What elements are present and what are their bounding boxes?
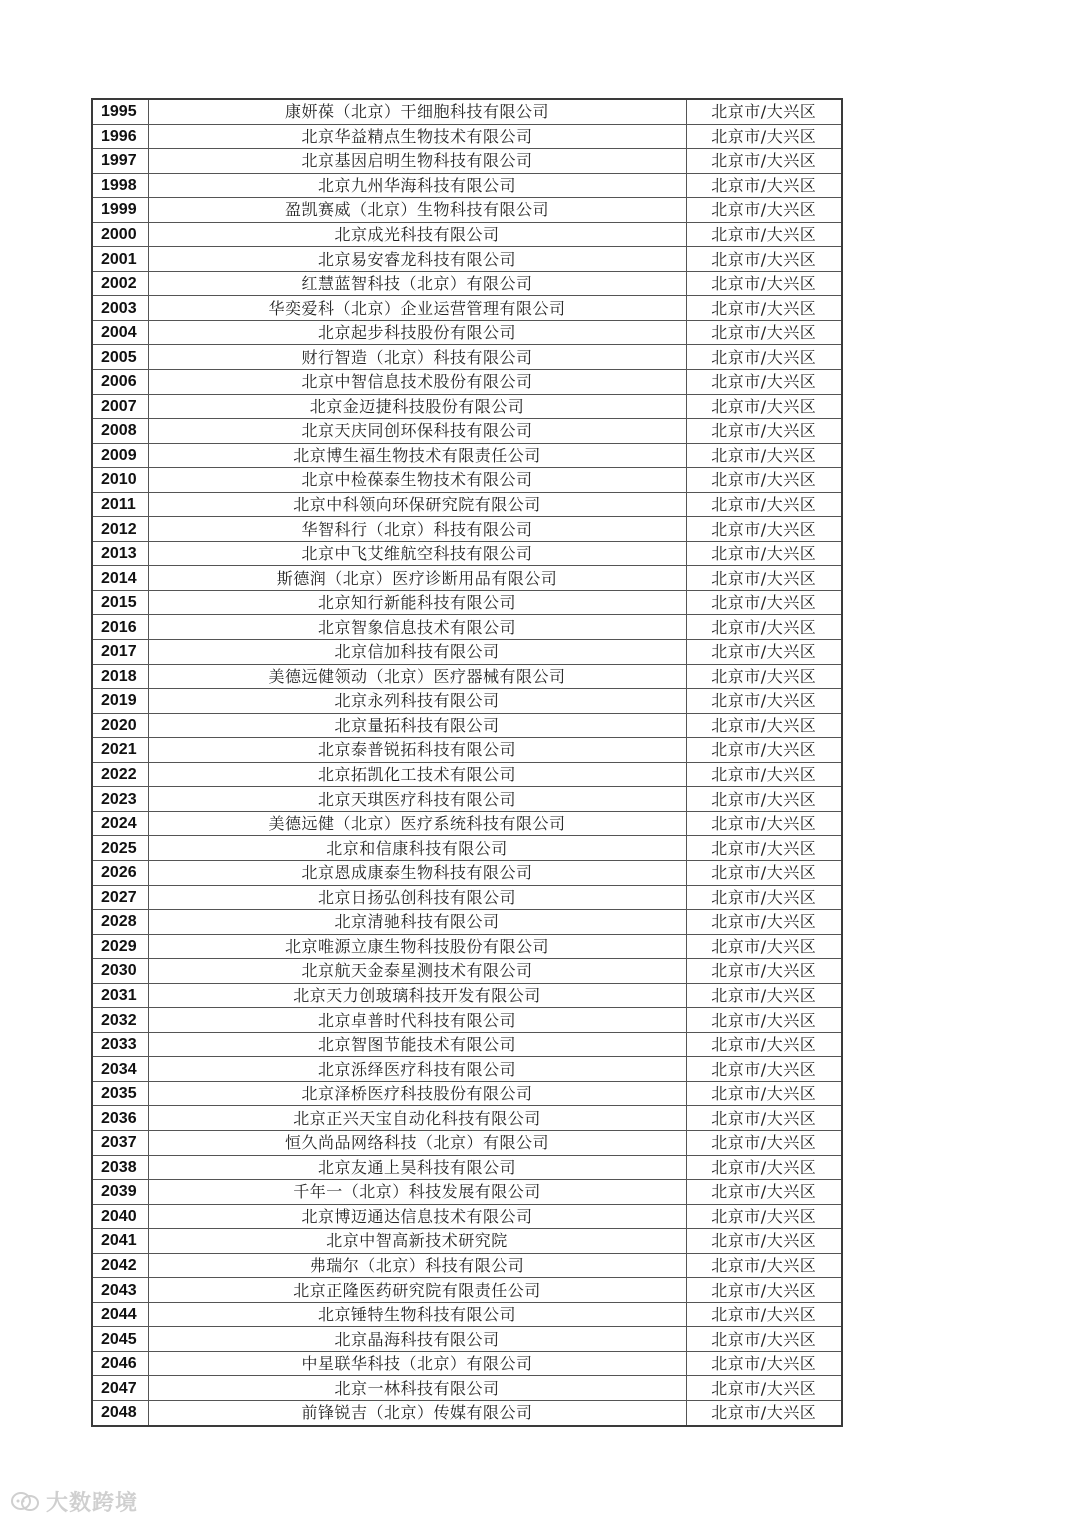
company-list-table [91, 98, 843, 1427]
row-number: 2016 [92, 615, 148, 640]
company-name: 北京中智信息技术股份有限公司 [148, 370, 686, 395]
company-name: 北京永列科技有限公司 [148, 689, 686, 714]
row-number: 2031 [92, 983, 148, 1008]
company-location: 北京市/大兴区 [686, 149, 842, 174]
table-row [92, 787, 842, 812]
table-row [92, 124, 842, 149]
row-number: 2018 [92, 664, 148, 689]
company-location: 北京市/大兴区 [686, 247, 842, 272]
company-location: 北京市/大兴区 [686, 1327, 842, 1352]
company-name: 北京博生福生物技术有限责任公司 [148, 443, 686, 468]
table-row [92, 149, 842, 174]
company-location: 北京市/大兴区 [686, 713, 842, 738]
table-row [92, 590, 842, 615]
row-number: 2047 [92, 1376, 148, 1401]
company-location: 北京市/大兴区 [686, 492, 842, 517]
company-name: 北京信加科技有限公司 [148, 640, 686, 665]
company-name: 前锋锐吉（北京）传媒有限公司 [148, 1400, 686, 1425]
company-location: 北京市/大兴区 [686, 124, 842, 149]
table-row [92, 1057, 842, 1082]
company-name: 北京友通上昊科技有限公司 [148, 1155, 686, 1180]
table-row [92, 640, 842, 665]
company-location: 北京市/大兴区 [686, 541, 842, 566]
table-row [92, 1204, 842, 1229]
company-location: 北京市/大兴区 [686, 566, 842, 591]
row-number: 2017 [92, 640, 148, 665]
row-number: 2014 [92, 566, 148, 591]
company-name: 弗瑞尔（北京）科技有限公司 [148, 1253, 686, 1278]
company-location: 北京市/大兴区 [686, 1278, 842, 1303]
table-row [92, 394, 842, 419]
table-row [92, 443, 842, 468]
watermark-text: 大数跨境 [46, 1491, 139, 1516]
row-number: 2038 [92, 1155, 148, 1180]
watermark [10, 1486, 138, 1517]
table-row [92, 1008, 842, 1033]
row-number: 2043 [92, 1278, 148, 1303]
company-location: 北京市/大兴区 [686, 271, 842, 296]
row-number: 2012 [92, 517, 148, 542]
company-name: 北京恩成康泰生物科技有限公司 [148, 860, 686, 885]
row-number: 2004 [92, 320, 148, 345]
row-number: 2039 [92, 1180, 148, 1205]
table-row [92, 615, 842, 640]
row-number: 2005 [92, 345, 148, 370]
row-number: 2006 [92, 370, 148, 395]
table-row [92, 664, 842, 689]
table-row [92, 762, 842, 787]
company-name: 北京航天金泰星测技术有限公司 [148, 959, 686, 984]
company-location: 北京市/大兴区 [686, 959, 842, 984]
company-location: 北京市/大兴区 [686, 885, 842, 910]
table-row [92, 910, 842, 935]
row-number: 2032 [92, 1008, 148, 1033]
company-location: 北京市/大兴区 [686, 1155, 842, 1180]
company-name: 中星联华科技（北京）有限公司 [148, 1351, 686, 1376]
company-name: 美德远健（北京）医疗系统科技有限公司 [148, 811, 686, 836]
company-location: 北京市/大兴区 [686, 1106, 842, 1131]
table-row [92, 1400, 842, 1425]
table-row [92, 370, 842, 395]
company-name: 北京九州华海科技有限公司 [148, 173, 686, 198]
table-row [92, 836, 842, 861]
table-row [92, 1229, 842, 1254]
company-name: 北京锤特生物科技有限公司 [148, 1302, 686, 1327]
row-number: 1997 [92, 149, 148, 174]
company-name: 北京华益精点生物技术有限公司 [148, 124, 686, 149]
row-number: 2020 [92, 713, 148, 738]
row-number: 1995 [92, 99, 148, 124]
company-name: 北京易安睿龙科技有限公司 [148, 247, 686, 272]
company-name: 华奕爱科（北京）企业运营管理有限公司 [148, 296, 686, 321]
row-number: 2022 [92, 762, 148, 787]
table-row [92, 934, 842, 959]
company-name: 北京成光科技有限公司 [148, 222, 686, 247]
table-row [92, 345, 842, 370]
row-number: 2013 [92, 541, 148, 566]
company-location: 北京市/大兴区 [686, 1008, 842, 1033]
row-number: 2041 [92, 1229, 148, 1254]
company-name: 北京卓普时代科技有限公司 [148, 1008, 686, 1033]
company-name: 北京泺绎医疗科技有限公司 [148, 1057, 686, 1082]
row-number: 2035 [92, 1081, 148, 1106]
table-row [92, 885, 842, 910]
row-number: 2040 [92, 1204, 148, 1229]
company-location: 北京市/大兴区 [686, 198, 842, 223]
row-number: 2042 [92, 1253, 148, 1278]
row-number: 2037 [92, 1130, 148, 1155]
chat-bubble-logo-icon [10, 1491, 40, 1513]
company-location: 北京市/大兴区 [686, 468, 842, 493]
company-name: 财行智造（北京）科技有限公司 [148, 345, 686, 370]
row-number: 2008 [92, 419, 148, 444]
company-name: 北京和信康科技有限公司 [148, 836, 686, 861]
table-row [92, 1327, 842, 1352]
row-number: 2028 [92, 910, 148, 935]
table-row [92, 983, 842, 1008]
table-row [92, 99, 842, 124]
company-name: 北京日扬弘创科技有限公司 [148, 885, 686, 910]
company-location: 北京市/大兴区 [686, 664, 842, 689]
company-location: 北京市/大兴区 [686, 983, 842, 1008]
company-location: 北京市/大兴区 [686, 1302, 842, 1327]
company-name: 北京泽桥医疗科技股份有限公司 [148, 1081, 686, 1106]
company-name: 北京中科领向环保研究院有限公司 [148, 492, 686, 517]
table-row [92, 713, 842, 738]
company-name: 北京中智高新技术研究院 [148, 1229, 686, 1254]
company-location: 北京市/大兴区 [686, 419, 842, 444]
company-name: 红慧蓝智科技（北京）有限公司 [148, 271, 686, 296]
row-number: 2000 [92, 222, 148, 247]
table-row [92, 541, 842, 566]
table-row [92, 492, 842, 517]
company-name: 北京智图节能技术有限公司 [148, 1032, 686, 1057]
table-row [92, 517, 842, 542]
company-name: 北京一林科技有限公司 [148, 1376, 686, 1401]
table-row [92, 689, 842, 714]
company-name: 美德远健领动（北京）医疗器械有限公司 [148, 664, 686, 689]
row-number: 2026 [92, 860, 148, 885]
company-location: 北京市/大兴区 [686, 860, 842, 885]
company-name: 康妍葆（北京）干细胞科技有限公司 [148, 99, 686, 124]
company-name: 北京起步科技股份有限公司 [148, 320, 686, 345]
table-row [92, 222, 842, 247]
company-name: 盈凯赛威（北京）生物科技有限公司 [148, 198, 686, 223]
company-location: 北京市/大兴区 [686, 1180, 842, 1205]
company-name: 北京量拓科技有限公司 [148, 713, 686, 738]
row-number: 2010 [92, 468, 148, 493]
table-row [92, 1351, 842, 1376]
table-row [92, 1180, 842, 1205]
row-number: 2044 [92, 1302, 148, 1327]
table-row [92, 173, 842, 198]
company-name: 千年一（北京）科技发展有限公司 [148, 1180, 686, 1205]
row-number: 2003 [92, 296, 148, 321]
table-row [92, 1106, 842, 1131]
company-name: 北京唯源立康生物科技股份有限公司 [148, 934, 686, 959]
company-list-body [92, 99, 842, 1426]
company-name: 华智科行（北京）科技有限公司 [148, 517, 686, 542]
row-number: 2027 [92, 885, 148, 910]
table-row [92, 1302, 842, 1327]
company-location: 北京市/大兴区 [686, 173, 842, 198]
row-number: 2048 [92, 1400, 148, 1425]
table-row [92, 566, 842, 591]
table-row [92, 738, 842, 763]
company-name: 北京博迈通达信息技术有限公司 [148, 1204, 686, 1229]
row-number: 2011 [92, 492, 148, 517]
table-row [92, 1253, 842, 1278]
company-name: 恒久尚品网络科技（北京）有限公司 [148, 1130, 686, 1155]
table-row [92, 1155, 842, 1180]
company-location: 北京市/大兴区 [686, 1081, 842, 1106]
company-name: 北京金迈捷科技股份有限公司 [148, 394, 686, 419]
table-row [92, 271, 842, 296]
table-row [92, 1081, 842, 1106]
company-location: 北京市/大兴区 [686, 394, 842, 419]
company-location: 北京市/大兴区 [686, 1057, 842, 1082]
table-row [92, 860, 842, 885]
row-number: 1996 [92, 124, 148, 149]
table-row [92, 1130, 842, 1155]
company-location: 北京市/大兴区 [686, 762, 842, 787]
company-location: 北京市/大兴区 [686, 1229, 842, 1254]
company-location: 北京市/大兴区 [686, 517, 842, 542]
table-row [92, 419, 842, 444]
company-location: 北京市/大兴区 [686, 934, 842, 959]
table-row [92, 320, 842, 345]
row-number: 2045 [92, 1327, 148, 1352]
row-number: 1999 [92, 198, 148, 223]
company-name: 斯德润（北京）医疗诊断用品有限公司 [148, 566, 686, 591]
company-name: 北京基因启明生物科技有限公司 [148, 149, 686, 174]
company-name: 北京中检葆泰生物技术有限公司 [148, 468, 686, 493]
row-number: 2001 [92, 247, 148, 272]
row-number: 2019 [92, 689, 148, 714]
company-location: 北京市/大兴区 [686, 1351, 842, 1376]
company-location: 北京市/大兴区 [686, 320, 842, 345]
company-location: 北京市/大兴区 [686, 615, 842, 640]
company-name: 北京正隆医药研究院有限责任公司 [148, 1278, 686, 1303]
company-name: 北京清驰科技有限公司 [148, 910, 686, 935]
company-name: 北京泰普锐拓科技有限公司 [148, 738, 686, 763]
table-row [92, 811, 842, 836]
table-row [92, 247, 842, 272]
row-number: 2036 [92, 1106, 148, 1131]
table-row [92, 959, 842, 984]
row-number: 2046 [92, 1351, 148, 1376]
table-row [92, 296, 842, 321]
company-location: 北京市/大兴区 [686, 1032, 842, 1057]
table-row [92, 468, 842, 493]
company-location: 北京市/大兴区 [686, 689, 842, 714]
company-location: 北京市/大兴区 [686, 1130, 842, 1155]
row-number: 2007 [92, 394, 148, 419]
row-number: 2034 [92, 1057, 148, 1082]
company-location: 北京市/大兴区 [686, 811, 842, 836]
company-location: 北京市/大兴区 [686, 1204, 842, 1229]
company-location: 北京市/大兴区 [686, 296, 842, 321]
company-location: 北京市/大兴区 [686, 443, 842, 468]
table-row [92, 1032, 842, 1057]
row-number: 1998 [92, 173, 148, 198]
row-number: 2021 [92, 738, 148, 763]
row-number: 2009 [92, 443, 148, 468]
table-row [92, 1278, 842, 1303]
company-name: 北京天力创玻璃科技开发有限公司 [148, 983, 686, 1008]
company-location: 北京市/大兴区 [686, 1253, 842, 1278]
table-row [92, 198, 842, 223]
company-name: 北京中飞艾维航空科技有限公司 [148, 541, 686, 566]
company-location: 北京市/大兴区 [686, 640, 842, 665]
company-location: 北京市/大兴区 [686, 345, 842, 370]
company-name: 北京智象信息技术有限公司 [148, 615, 686, 640]
company-name: 北京正兴天宝自动化科技有限公司 [148, 1106, 686, 1131]
company-location: 北京市/大兴区 [686, 222, 842, 247]
company-location: 北京市/大兴区 [686, 836, 842, 861]
row-number: 2025 [92, 836, 148, 861]
row-number: 2024 [92, 811, 148, 836]
company-location: 北京市/大兴区 [686, 787, 842, 812]
row-number: 2002 [92, 271, 148, 296]
row-number: 2015 [92, 590, 148, 615]
company-location: 北京市/大兴区 [686, 738, 842, 763]
company-name: 北京拓凯化工技术有限公司 [148, 762, 686, 787]
table-row [92, 1376, 842, 1401]
company-name: 北京知行新能科技有限公司 [148, 590, 686, 615]
row-number: 2029 [92, 934, 148, 959]
company-location: 北京市/大兴区 [686, 910, 842, 935]
company-location: 北京市/大兴区 [686, 99, 842, 124]
company-location: 北京市/大兴区 [686, 1400, 842, 1425]
company-location: 北京市/大兴区 [686, 590, 842, 615]
row-number: 2030 [92, 959, 148, 984]
company-name: 北京天庆同创环保科技有限公司 [148, 419, 686, 444]
company-location: 北京市/大兴区 [686, 1376, 842, 1401]
row-number: 2033 [92, 1032, 148, 1057]
company-location: 北京市/大兴区 [686, 370, 842, 395]
row-number: 2023 [92, 787, 148, 812]
company-name: 北京天琪医疗科技有限公司 [148, 787, 686, 812]
company-name: 北京晶海科技有限公司 [148, 1327, 686, 1352]
